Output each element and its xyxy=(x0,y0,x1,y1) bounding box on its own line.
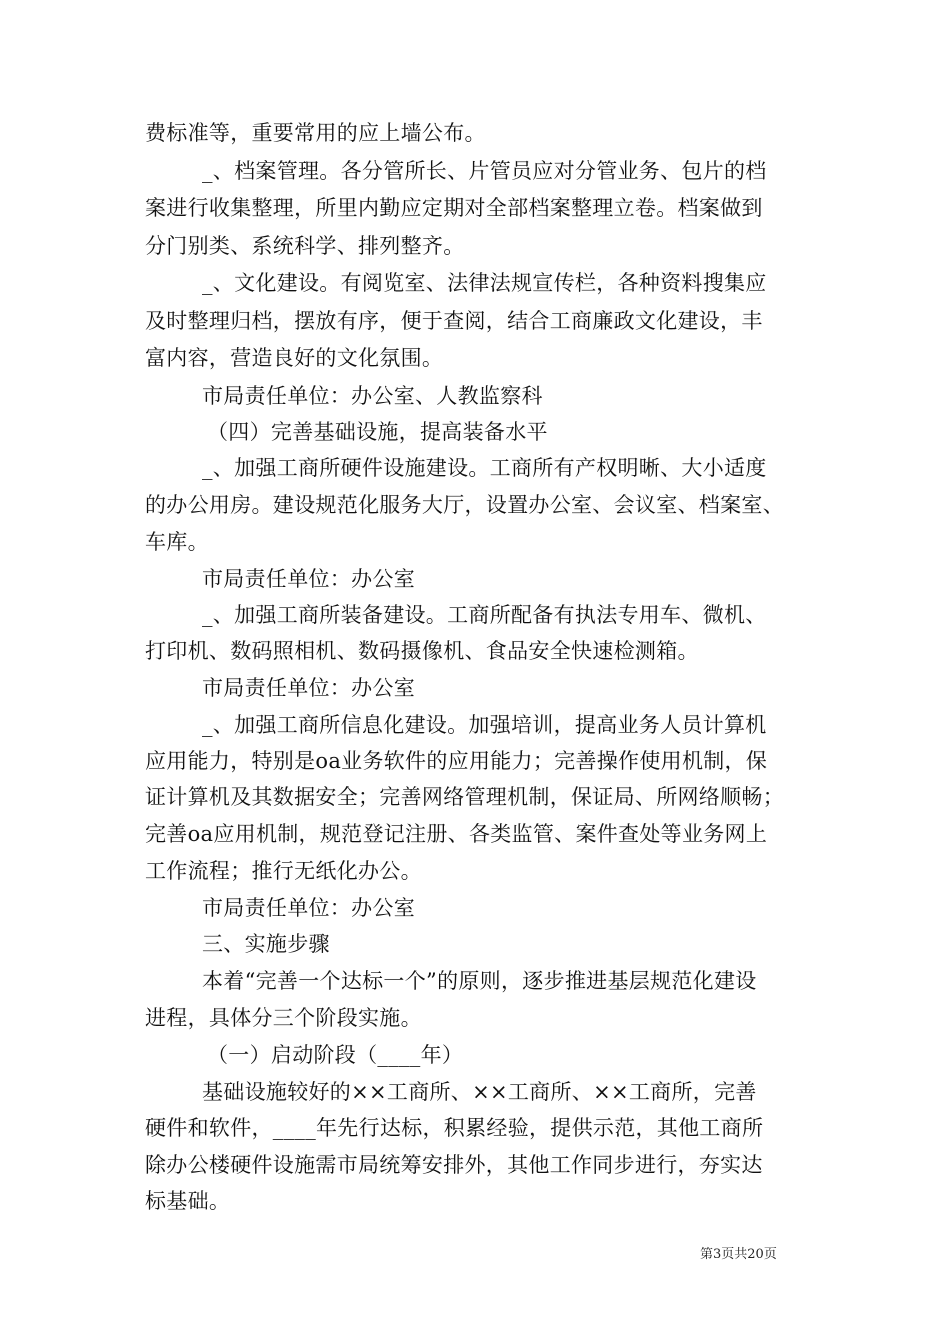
page-number: 第3页共20页 xyxy=(700,1247,777,1262)
text-line: 市局责任单位：办公室 xyxy=(202,676,415,700)
text-line: 市局责任单位：办公室、人教监察科 xyxy=(202,384,543,408)
section-heading: （一）启动阶段（____年） xyxy=(207,1043,464,1067)
text-line: 及时整理归档，摆放有序，便于查阅，结合工商廉政文化建设，丰 xyxy=(145,309,763,333)
text-line: 车库。 xyxy=(145,530,209,554)
text-line: 费标准等，重要常用的应上墙公布。 xyxy=(145,121,486,145)
section-heading: 三、实施步骤 xyxy=(202,932,330,956)
section-heading: （四）完善基础设施，提高装备水平 xyxy=(207,420,548,444)
text-line: 工作流程；推行无纸化办公。 xyxy=(145,859,422,883)
text-line: 基础设施较好的××工商所、××工商所、××工商所，完善 xyxy=(202,1080,757,1104)
text-line: _、加强工商所装备建设。工商所配备有执法专用车、微机、 xyxy=(202,603,767,627)
text-line: _、加强工商所硬件设施建设。工商所有产权明晰、大小适度 xyxy=(202,456,767,480)
text-line: 打印机、数码照相机、数码摄像机、食品安全快速检测箱。 xyxy=(145,639,699,663)
text-line: _、档案管理。各分管所长、片管员应对分管业务、包片的档 xyxy=(202,159,767,183)
text-line: 完善oa应用机制，规范登记注册、各类监管、案件查处等业务网上 xyxy=(145,822,768,846)
text-line: 案进行收集整理，所里内勤应定期对全部档案整理立卷。档案做到 xyxy=(145,196,763,220)
text-line: _、文化建设。有阅览室、法律法规宣传栏，各种资料搜集应 xyxy=(202,271,767,295)
text-line: 除办公楼硬件设施需市局统筹安排外，其他工作同步进行，夯实达 xyxy=(145,1153,763,1177)
text-line: 的办公用房。建设规范化服务大厅，设置办公室、会议室、档案室、 xyxy=(145,493,784,517)
text-line: 富内容，营造良好的文化氛围。 xyxy=(145,346,444,370)
text-line: 市局责任单位：办公室 xyxy=(202,567,415,591)
text-line: 本着“完善一个达标一个”的原则，逐步推进基层规范化建设 xyxy=(202,969,757,993)
text-line: 标基础。 xyxy=(145,1189,231,1213)
text-line: _、加强工商所信息化建设。加强培训，提高业务人员计算机 xyxy=(202,713,767,737)
text-line: 分门别类、系统科学、排列整齐。 xyxy=(145,234,465,258)
text-line: 证计算机及其数据安全；完善网络管理机制，保证局、所网络顺畅； xyxy=(145,785,784,809)
text-line: 进程，具体分三个阶段实施。 xyxy=(145,1006,422,1030)
text-line: 应用能力，特别是oa业务软件的应用能力；完善操作使用机制，保 xyxy=(145,749,768,773)
text-line: 硬件和软件，____年先行达标，积累经验，提供示范，其他工商所 xyxy=(145,1116,764,1140)
text-line: 市局责任单位：办公室 xyxy=(202,896,415,920)
